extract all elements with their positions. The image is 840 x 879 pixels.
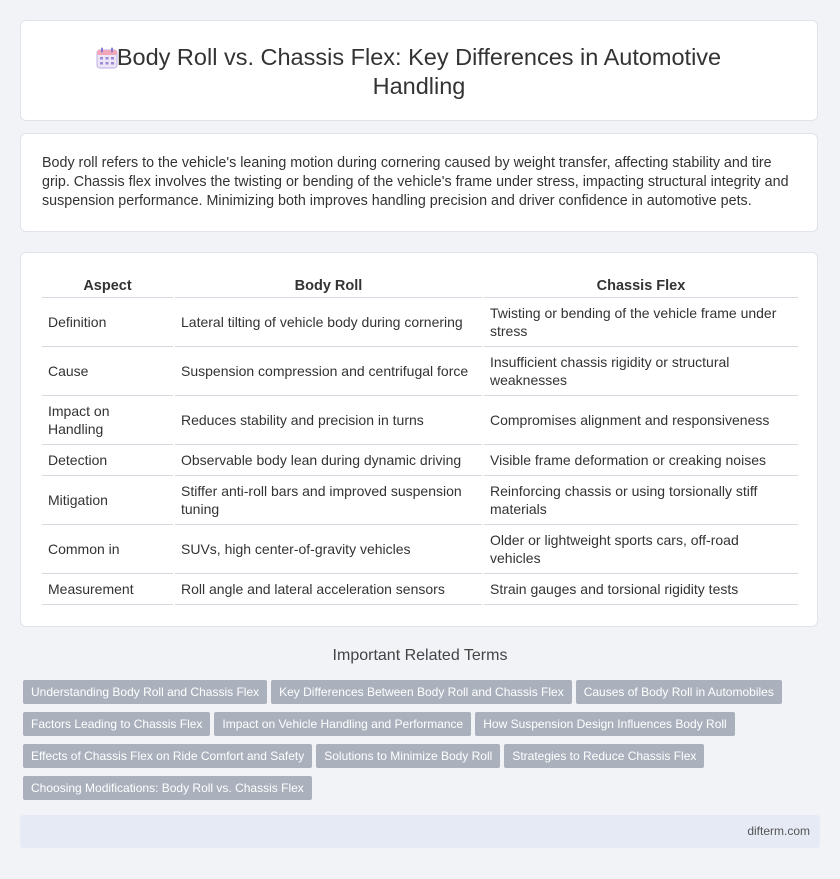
table-row: [42, 347, 798, 396]
table-row: [42, 476, 798, 525]
table-cell: Detection: [42, 445, 174, 476]
related-term-tag[interactable]: Strategies to Reduce Chassis Flex: [504, 744, 704, 768]
table-row: [42, 396, 798, 445]
table-cell: Compromises alignment and responsiveness: [483, 396, 798, 445]
table-row: [42, 574, 798, 605]
related-term-tag[interactable]: How Suspension Design Influences Body Roll: [475, 712, 734, 736]
page-title: Body Roll vs. Chassis Flex: Key Differences in Automotive Handling: [116, 44, 722, 99]
table-row: [42, 445, 798, 476]
table-cell: Roll angle and lateral acceleration sensors: [174, 574, 483, 605]
related-term-tag[interactable]: Causes of Body Roll in Automobiles: [576, 680, 782, 704]
related-term-tag[interactable]: Effects of Chassis Flex on Ride Comfort and Safety: [23, 744, 312, 768]
table-cell: Measurement: [42, 574, 174, 605]
table-cell: Older or lightweight sports cars, off-road vehicles: [483, 525, 798, 574]
table-cell: Strain gauges and torsional rigidity tests: [483, 574, 798, 605]
comparison-table-card: [20, 252, 818, 627]
table-cell: Definition: [42, 298, 174, 347]
table-cell: Insufficient chassis rigidity or structural weaknesses: [483, 347, 798, 396]
intro-paragraph: Body roll refers to the vehicle's leaning motion during cornering caused by weight transfer, affecting stability and tire grip. Chassis flex involves the twisting or bending of the vehicle's frame under stress, impacting structural integrity and suspension performance. Minimizing both improves handling precision and driver confidence in automotive pets.: [42, 155, 789, 209]
column-header-chassis-flex: Chassis Flex: [483, 275, 798, 298]
table-cell: Reduces stability and precision in turns: [174, 396, 483, 445]
related-term-tag[interactable]: Key Differences Between Body Roll and Chassis Flex: [271, 680, 572, 704]
table-cell: Reinforcing chassis or using torsionally stiff materials: [483, 476, 798, 525]
footer: [20, 815, 820, 848]
table-row: [42, 525, 798, 574]
table-cell: Visible frame deformation or creaking noises: [483, 445, 798, 476]
table-cell: Stiffer anti-roll bars and improved suspension tuning: [174, 476, 483, 525]
table-cell: Twisting or bending of the vehicle frame under stress: [483, 298, 798, 347]
table-cell: Common in: [42, 525, 174, 574]
related-term-tag[interactable]: Impact on Vehicle Handling and Performance: [214, 712, 471, 736]
table-cell: Cause: [42, 347, 174, 396]
table-cell: Lateral tilting of vehicle body during cornering: [174, 298, 483, 347]
comparison-table: [42, 275, 798, 605]
related-terms-list: [23, 680, 823, 808]
footer-site-link[interactable]: difterm.com: [747, 824, 810, 838]
table-row: [42, 298, 798, 347]
table-cell: Mitigation: [42, 476, 174, 525]
title-card: [20, 20, 818, 121]
table-cell: SUVs, high center-of-gravity vehicles: [174, 525, 483, 574]
intro-card: [20, 133, 818, 232]
related-terms-heading: Important Related Terms: [332, 647, 508, 664]
column-header-body-roll: Body Roll: [174, 275, 483, 298]
related-term-tag[interactable]: Understanding Body Roll and Chassis Flex: [23, 680, 267, 704]
related-term-tag[interactable]: Factors Leading to Chassis Flex: [23, 712, 210, 736]
table-cell: Suspension compression and centrifugal force: [174, 347, 483, 396]
table-header-row: [42, 275, 798, 298]
table-cell: Impact on Handling: [42, 396, 174, 445]
related-term-tag[interactable]: Choosing Modifications: Body Roll vs. Chassis Flex: [23, 776, 312, 800]
column-header-aspect: Aspect: [42, 275, 174, 298]
related-term-tag[interactable]: Solutions to Minimize Body Roll: [316, 744, 500, 768]
table-cell: Observable body lean during dynamic driving: [174, 445, 483, 476]
